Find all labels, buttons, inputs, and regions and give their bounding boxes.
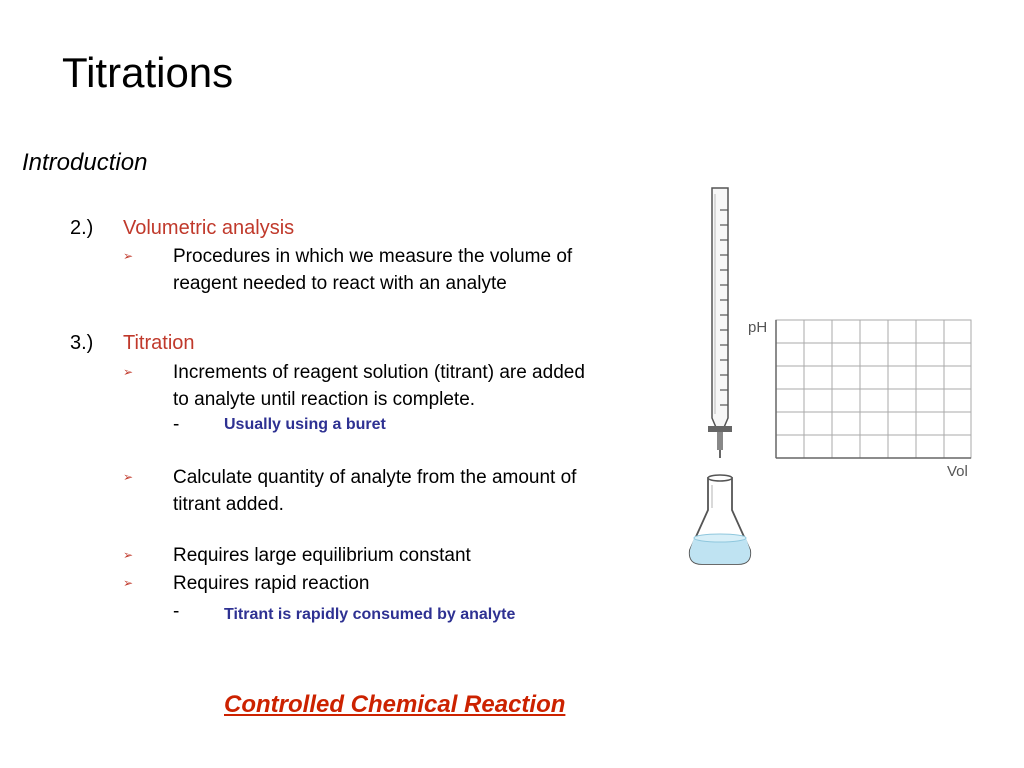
section-heading-volumetric: Volumetric analysis [123, 217, 295, 239]
note-text: Usually using a buret [224, 416, 386, 433]
bullet-text: reagent needed to react with an analyte [173, 273, 507, 294]
buret-icon [708, 188, 732, 458]
bullet-arrow-icon: ➢ [123, 249, 134, 263]
section-subtitle: Introduction [22, 149, 148, 176]
graph-xlabel: Vol [947, 463, 968, 480]
bullet-text: to analyte until reaction is complete. [173, 389, 476, 410]
titration-illustration [670, 180, 990, 580]
bullet-text: Calculate quantity of analyte from the amount of [173, 467, 577, 488]
graph-ylabel: pH [748, 319, 768, 336]
titration-graph-icon [748, 319, 971, 480]
bullet-arrow-icon: ➢ [123, 548, 134, 562]
bullet-arrow-icon: ➢ [123, 365, 134, 379]
bullet-text: Requires rapid reaction [173, 573, 370, 594]
note-text: Titrant is rapidly consumed by analyte [224, 606, 516, 623]
section-number-2: 2.) [70, 217, 94, 239]
bullet-text: Requires large equilibrium constant [173, 545, 471, 566]
erlenmeyer-flask-icon [690, 475, 751, 564]
bullet-text: Increments of reagent solution (titrant) are added [173, 362, 585, 383]
bullet-arrow-icon: ➢ [123, 470, 134, 484]
bullet-text: titrant added. [173, 494, 284, 515]
note-dash: - [173, 601, 180, 622]
footer-tagline: Controlled Chemical Reaction [224, 691, 566, 718]
note-dash: - [173, 414, 180, 435]
section-heading-titration: Titration [123, 332, 195, 354]
slide-title: Titrations [62, 49, 234, 96]
section-number-3: 3.) [70, 332, 94, 354]
bullet-text: Procedures in which we measure the volume of [173, 246, 573, 267]
bullet-arrow-icon: ➢ [123, 576, 134, 590]
